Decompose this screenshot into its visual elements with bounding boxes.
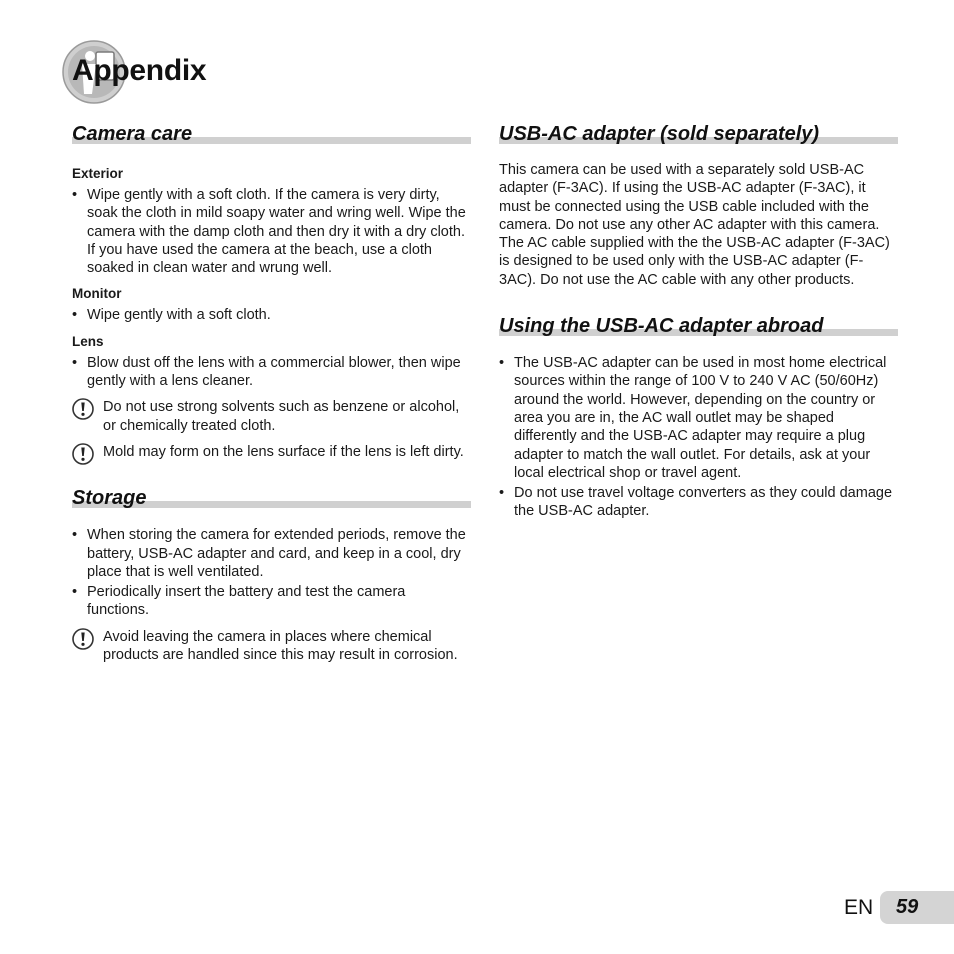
abroad-list [499,354,898,521]
list-item: • The USB-AC adapter can be used in most home electrical sources within the range of 100 V to 240 V AC (50/60Hz) around the world. However, depending on the country or area you are in, the AC wall outlet may be shaped differently and the USB-AC adapter may require a plug adapter to match the wall outlet. For details, ask at your local electrical shop or travel agent. [499,354,898,482]
left-column [72,118,471,664]
list-item: • When storing the camera for extended periods, remove the battery, USB-AC adapter and card, and keep in a cool, dry place that is well ventilated. [72,526,471,581]
page-language: EN [844,896,874,919]
monitor-list [72,306,471,324]
caution-icon [72,628,94,650]
monitor-label: Monitor [72,286,122,302]
right-column [499,118,898,521]
page-number: 59 [896,896,919,918]
caution-icon [72,398,94,420]
lens-label: Lens [72,333,104,349]
list-item: • Do not use travel voltage converters as they could damage the USB-AC adapter. [499,484,898,521]
caution-note: Mold may form on the lens surface if the lens is left dirty. [72,443,471,461]
exterior-list [72,186,471,277]
usb-ac-paragraph: This camera can be used with a separately sold USB-AC adapter (F-3AC). If using the USB-AC adapter (F-3AC), it must be connected using the USB cable included with the camera. Do not use any other AC adapter with this camera. [499,162,880,233]
abroad-heading: Using the USB-AC adapter abroad [499,310,898,336]
caution-icon [72,443,94,465]
list-item: • Wipe gently with a soft cloth. If the camera is very dirty, soak the cloth in mild soapy water and wring well. Wipe the camera with the damp cloth and then dry it with a dry cloth. If you have used the camera at the beach, use a cloth soaked in clean water and wrung well. [72,186,471,277]
storage-list [72,526,471,619]
page-title: Appendix [72,54,207,87]
usb-ac-heading: USB-AC adapter (sold separately) [499,118,898,144]
caution-note: Do not use strong solvents such as benzene or alcohol, or chemically treated cloth. [72,398,471,435]
exterior-label: Exterior [72,166,124,181]
list-item: • Periodically insert the battery and test the camera functions. [72,583,471,620]
camera-care-heading: Camera care [72,118,471,144]
list-item: • Blow dust off the lens with a commercial blower, then wipe gently with a lens cleaner. [72,354,471,391]
storage-heading: Storage [72,482,471,508]
caution-note: Avoid leaving the camera in places where chemical products are handled since this may result in corrosion. [72,628,471,665]
usb-ac-paragraph: The AC cable supplied with the the USB-AC adapter (F-3AC) is designed to be used only with the USB-AC adapter (F-3AC). Do not use the AC cable with any other products. [499,235,890,288]
list-item: • Wipe gently with a soft cloth. [72,306,471,324]
lens-list [72,354,471,391]
